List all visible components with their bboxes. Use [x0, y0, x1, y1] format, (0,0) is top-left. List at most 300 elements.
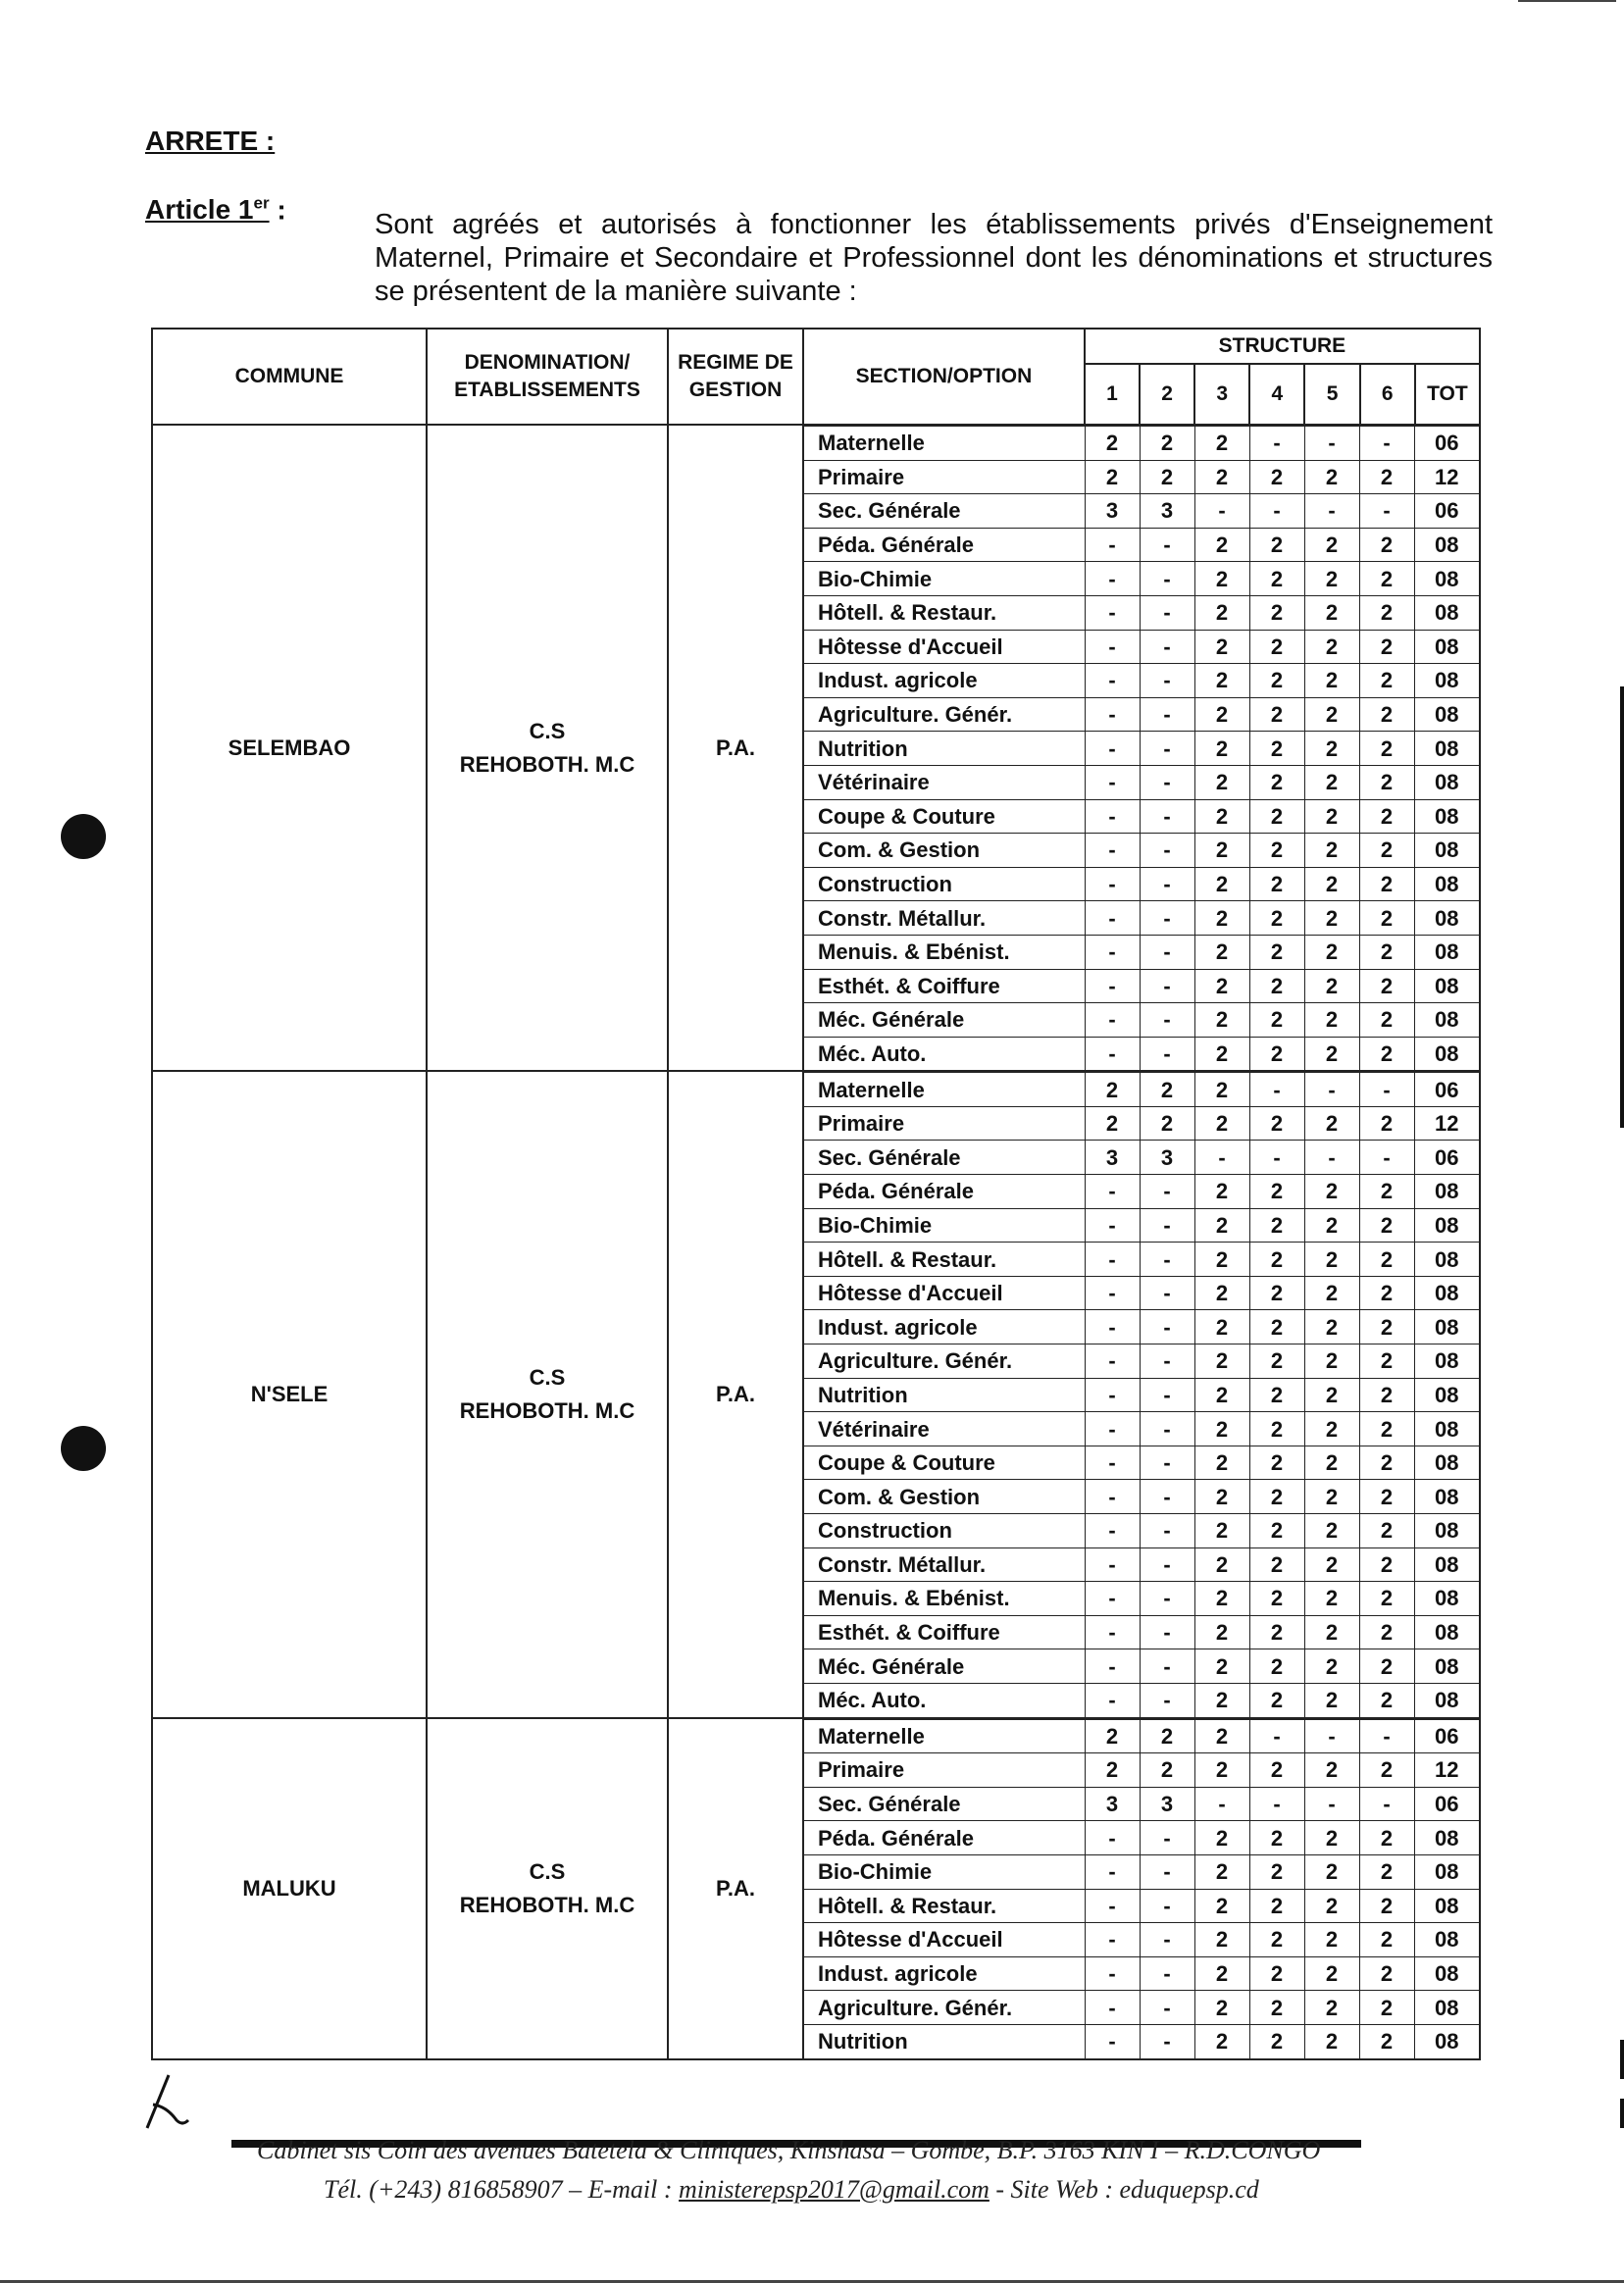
level-5-cell: 2 [1304, 630, 1359, 664]
total-cell: 08 [1414, 732, 1479, 766]
level-2-cell: 2 [1140, 460, 1194, 494]
section-row [804, 1446, 1479, 1480]
total-cell: 08 [1414, 1412, 1479, 1446]
level-6-cell: 2 [1359, 1175, 1414, 1209]
decree-heading: ARRETE : [145, 126, 276, 156]
total-cell: 08 [1414, 1923, 1479, 1957]
level-4-cell: 2 [1249, 1753, 1304, 1788]
level-2-cell: - [1140, 969, 1194, 1003]
section-row [804, 494, 1479, 529]
header-col-3: 3 [1194, 364, 1249, 425]
sections-table [804, 426, 1479, 1070]
header-commune: COMMUNE [152, 329, 427, 425]
level-2-cell: - [1140, 697, 1194, 732]
level-6-cell: 2 [1359, 1037, 1414, 1070]
level-2-cell: - [1140, 799, 1194, 834]
footer-contact [324, 2175, 1259, 2205]
level-2-cell: - [1140, 1003, 1194, 1038]
regime-cell: P.A. [668, 425, 803, 1071]
level-5-cell: 2 [1304, 867, 1359, 901]
level-2-cell: - [1140, 1208, 1194, 1243]
level-3-cell: 2 [1194, 528, 1249, 562]
total-cell: 08 [1414, 697, 1479, 732]
section-row [804, 664, 1479, 698]
section-row [804, 1787, 1479, 1821]
level-2-cell: - [1140, 2024, 1194, 2057]
level-6-cell: 2 [1359, 1821, 1414, 1855]
level-2-cell: - [1140, 1037, 1194, 1070]
level-1-cell: - [1085, 1310, 1140, 1344]
total-cell: 08 [1414, 1956, 1479, 1991]
level-6-cell: 2 [1359, 867, 1414, 901]
level-6-cell: - [1359, 1073, 1414, 1107]
level-2-cell: - [1140, 1649, 1194, 1684]
level-1-cell: - [1085, 1683, 1140, 1716]
level-4-cell: 2 [1249, 1991, 1304, 2025]
commune-cell: SELEMBAO [152, 425, 427, 1071]
punch-hole [61, 814, 106, 859]
table-row [152, 1718, 1480, 2059]
section-row [804, 1956, 1479, 1991]
level-2-cell: - [1140, 528, 1194, 562]
level-5-cell: 2 [1304, 901, 1359, 936]
section-option-cell: Sec. Générale [804, 1787, 1085, 1821]
level-5-cell: - [1304, 494, 1359, 529]
level-3-cell: 2 [1194, 1649, 1249, 1684]
section-option-cell: Primaire [804, 1753, 1085, 1788]
level-5-cell: 2 [1304, 969, 1359, 1003]
total-cell: 08 [1414, 1547, 1479, 1582]
level-5-cell: 2 [1304, 460, 1359, 494]
level-3-cell: 2 [1194, 1753, 1249, 1788]
article-text: Sont agréés et autorisés à fonctionner les établissements privés d'Enseignement Maternel, Primaire et Secondaire et Professionnel dont les dénominations et structures se présentent de la manière suivante : [375, 209, 1493, 307]
section-option-cell: Nutrition [804, 2024, 1085, 2057]
total-cell: 08 [1414, 630, 1479, 664]
article-label-sup: er [253, 194, 270, 213]
section-row [804, 1208, 1479, 1243]
level-4-cell: - [1249, 1719, 1304, 1753]
level-4-cell: 2 [1249, 595, 1304, 630]
level-3-cell: - [1194, 1141, 1249, 1175]
level-1-cell: - [1085, 732, 1140, 766]
level-1-cell: - [1085, 1956, 1140, 1991]
section-option-cell: Hôtell. & Restaur. [804, 595, 1085, 630]
level-4-cell: 2 [1249, 1821, 1304, 1855]
level-3-cell: 2 [1194, 867, 1249, 901]
level-6-cell: 2 [1359, 1344, 1414, 1379]
section-row [804, 901, 1479, 936]
level-1-cell: 2 [1085, 1753, 1140, 1788]
level-3-cell: 2 [1194, 1446, 1249, 1480]
level-3-cell: 2 [1194, 1956, 1249, 1991]
level-4-cell: 2 [1249, 630, 1304, 664]
footer-email-link[interactable]: ministerepsp2017@gmail.com [679, 2175, 990, 2204]
section-option-cell: Méc. Générale [804, 1003, 1085, 1038]
section-row [804, 2024, 1479, 2057]
level-3-cell: 2 [1194, 1719, 1249, 1753]
level-3-cell: - [1194, 1787, 1249, 1821]
level-4-cell: 2 [1249, 1344, 1304, 1379]
level-5-cell: 2 [1304, 935, 1359, 969]
total-cell: 08 [1414, 1480, 1479, 1514]
level-1-cell: - [1085, 867, 1140, 901]
level-5-cell: 2 [1304, 1243, 1359, 1277]
total-cell: 06 [1414, 427, 1479, 461]
level-6-cell: 2 [1359, 765, 1414, 799]
level-1-cell: 2 [1085, 460, 1140, 494]
level-2-cell: - [1140, 1889, 1194, 1923]
section-option-cell: Indust. agricole [804, 664, 1085, 698]
level-1-cell: - [1085, 834, 1140, 868]
level-6-cell: 2 [1359, 528, 1414, 562]
level-3-cell: 2 [1194, 1480, 1249, 1514]
section-option-cell: Hôtesse d'Accueil [804, 1923, 1085, 1957]
level-3-cell: 2 [1194, 834, 1249, 868]
section-option-cell: Com. & Gestion [804, 1480, 1085, 1514]
section-option-cell: Nutrition [804, 1378, 1085, 1412]
establishment-name-line: C.S [529, 1858, 566, 1884]
level-4-cell: 2 [1249, 1582, 1304, 1616]
section-option-cell: Com. & Gestion [804, 834, 1085, 868]
level-2-cell: - [1140, 1344, 1194, 1379]
level-2-cell: 3 [1140, 494, 1194, 529]
establishments-table [151, 328, 1481, 2060]
total-cell: 08 [1414, 799, 1479, 834]
sections-table [804, 1719, 1479, 2058]
level-2-cell: - [1140, 1276, 1194, 1310]
total-cell: 08 [1414, 1854, 1479, 1889]
level-4-cell: 2 [1249, 1615, 1304, 1649]
section-row [804, 1683, 1479, 1716]
level-6-cell: 2 [1359, 1649, 1414, 1684]
level-6-cell: 2 [1359, 595, 1414, 630]
total-cell: 08 [1414, 1243, 1479, 1277]
level-5-cell: - [1304, 427, 1359, 461]
level-3-cell: 2 [1194, 1889, 1249, 1923]
section-row [804, 1719, 1479, 1753]
level-1-cell: - [1085, 595, 1140, 630]
level-2-cell: 3 [1140, 1787, 1194, 1821]
section-row [804, 630, 1479, 664]
level-2-cell: 2 [1140, 1719, 1194, 1753]
level-2-cell: - [1140, 1480, 1194, 1514]
level-1-cell: 2 [1085, 1106, 1140, 1141]
scan-side-mark [1620, 2099, 1624, 2128]
header-col-6: 6 [1360, 364, 1415, 425]
section-row [804, 1480, 1479, 1514]
level-2-cell: - [1140, 1683, 1194, 1716]
level-6-cell: 2 [1359, 834, 1414, 868]
section-row [804, 799, 1479, 834]
level-4-cell: 2 [1249, 528, 1304, 562]
level-6-cell: 2 [1359, 460, 1414, 494]
level-2-cell: 2 [1140, 427, 1194, 461]
section-row [804, 1276, 1479, 1310]
establishment-name-line: REHOBOTH. M.C [459, 1397, 635, 1423]
level-6-cell: 2 [1359, 935, 1414, 969]
level-2-cell: - [1140, 1854, 1194, 1889]
level-4-cell: 2 [1249, 969, 1304, 1003]
level-3-cell: 2 [1194, 1547, 1249, 1582]
level-4-cell: - [1249, 1141, 1304, 1175]
total-cell: 08 [1414, 765, 1479, 799]
section-row [804, 732, 1479, 766]
level-1-cell: 2 [1085, 427, 1140, 461]
level-2-cell: - [1140, 1378, 1194, 1412]
section-option-cell: Esthét. & Coiffure [804, 1615, 1085, 1649]
header-regime: REGIME DE GESTION [668, 329, 803, 425]
level-6-cell: 2 [1359, 1514, 1414, 1548]
section-row [804, 1141, 1479, 1175]
total-cell: 08 [1414, 1615, 1479, 1649]
level-5-cell: 2 [1304, 1106, 1359, 1141]
level-2-cell: - [1140, 562, 1194, 596]
level-6-cell: 2 [1359, 562, 1414, 596]
level-2-cell: - [1140, 1582, 1194, 1616]
level-5-cell: 2 [1304, 1889, 1359, 1923]
section-option-cell: Constr. Métallur. [804, 1547, 1085, 1582]
level-5-cell: 2 [1304, 1821, 1359, 1855]
section-option-cell: Maternelle [804, 1719, 1085, 1753]
level-2-cell: - [1140, 1243, 1194, 1277]
level-5-cell: 2 [1304, 1344, 1359, 1379]
level-5-cell: 2 [1304, 799, 1359, 834]
level-6-cell: 2 [1359, 732, 1414, 766]
commune-cell: N'SELE [152, 1071, 427, 1717]
level-2-cell: - [1140, 1991, 1194, 2025]
total-cell: 08 [1414, 595, 1479, 630]
commune-cell: MALUKU [152, 1718, 427, 2059]
section-row [804, 867, 1479, 901]
sections-cell [803, 1071, 1480, 1717]
header-col-tot: TOT [1415, 364, 1480, 425]
level-3-cell: 2 [1194, 935, 1249, 969]
level-5-cell: 2 [1304, 1412, 1359, 1446]
total-cell: 08 [1414, 664, 1479, 698]
level-6-cell: - [1359, 1141, 1414, 1175]
level-4-cell: 2 [1249, 901, 1304, 936]
section-option-cell: Vétérinaire [804, 1412, 1085, 1446]
level-5-cell: 2 [1304, 1649, 1359, 1684]
level-4-cell: 2 [1249, 1683, 1304, 1716]
level-6-cell: 2 [1359, 969, 1414, 1003]
level-4-cell: 2 [1249, 562, 1304, 596]
section-row [804, 1344, 1479, 1379]
level-5-cell: 2 [1304, 1208, 1359, 1243]
level-1-cell: 3 [1085, 494, 1140, 529]
section-row [804, 1412, 1479, 1446]
level-3-cell: 2 [1194, 1923, 1249, 1957]
level-4-cell: - [1249, 1787, 1304, 1821]
sections-cell [803, 425, 1480, 1071]
level-1-cell: - [1085, 1243, 1140, 1277]
level-4-cell: 2 [1249, 1923, 1304, 1957]
level-6-cell: 2 [1359, 1683, 1414, 1716]
level-6-cell: 2 [1359, 1276, 1414, 1310]
section-option-cell: Péda. Générale [804, 1821, 1085, 1855]
level-1-cell: - [1085, 1037, 1140, 1070]
level-4-cell: 2 [1249, 1208, 1304, 1243]
level-3-cell: 2 [1194, 1344, 1249, 1379]
level-2-cell: - [1140, 1514, 1194, 1548]
level-6-cell: - [1359, 494, 1414, 529]
scan-edge-line [1518, 0, 1616, 2]
section-option-cell: Hôtell. & Restaur. [804, 1889, 1085, 1923]
section-option-cell: Vétérinaire [804, 765, 1085, 799]
level-5-cell: 2 [1304, 562, 1359, 596]
level-5-cell: 2 [1304, 1175, 1359, 1209]
level-4-cell: 2 [1249, 1956, 1304, 1991]
section-row [804, 1547, 1479, 1582]
level-6-cell: 2 [1359, 630, 1414, 664]
level-1-cell: - [1085, 901, 1140, 936]
level-5-cell: 2 [1304, 1003, 1359, 1038]
total-cell: 08 [1414, 1446, 1479, 1480]
level-4-cell: 2 [1249, 834, 1304, 868]
total-cell: 08 [1414, 1175, 1479, 1209]
level-2-cell: 2 [1140, 1073, 1194, 1107]
section-row [804, 1003, 1479, 1038]
level-6-cell: 2 [1359, 1547, 1414, 1582]
regime-cell: P.A. [668, 1071, 803, 1717]
level-3-cell: 2 [1194, 1243, 1249, 1277]
level-5-cell: 2 [1304, 834, 1359, 868]
level-5-cell: 2 [1304, 765, 1359, 799]
level-1-cell: 2 [1085, 1073, 1140, 1107]
section-row [804, 969, 1479, 1003]
level-6-cell: - [1359, 1787, 1414, 1821]
section-row [804, 1753, 1479, 1788]
total-cell: 08 [1414, 528, 1479, 562]
level-4-cell: 2 [1249, 1854, 1304, 1889]
section-option-cell: Menuis. & Ebénist. [804, 1582, 1085, 1616]
section-row [804, 935, 1479, 969]
level-4-cell: 2 [1249, 2024, 1304, 2057]
level-5-cell: 2 [1304, 1037, 1359, 1070]
level-2-cell: - [1140, 664, 1194, 698]
level-1-cell: 3 [1085, 1787, 1140, 1821]
level-4-cell: 2 [1249, 1003, 1304, 1038]
total-cell: 08 [1414, 935, 1479, 969]
section-row [804, 1649, 1479, 1684]
level-4-cell: 2 [1249, 1310, 1304, 1344]
level-2-cell: - [1140, 901, 1194, 936]
level-3-cell: 2 [1194, 969, 1249, 1003]
table-row [152, 1071, 1480, 1717]
level-2-cell: - [1140, 1175, 1194, 1209]
level-2-cell: - [1140, 834, 1194, 868]
level-3-cell: 2 [1194, 460, 1249, 494]
section-row [804, 1923, 1479, 1957]
level-1-cell: - [1085, 697, 1140, 732]
punch-hole [61, 1426, 106, 1471]
level-6-cell: - [1359, 1719, 1414, 1753]
section-option-cell: Coupe & Couture [804, 799, 1085, 834]
level-6-cell: 2 [1359, 1378, 1414, 1412]
regime-cell: P.A. [668, 1718, 803, 2059]
level-2-cell: - [1140, 732, 1194, 766]
section-option-cell: Bio-Chimie [804, 1208, 1085, 1243]
level-4-cell: 2 [1249, 765, 1304, 799]
level-2-cell: - [1140, 1923, 1194, 1957]
level-1-cell: - [1085, 1344, 1140, 1379]
level-3-cell: 2 [1194, 1582, 1249, 1616]
sections-cell [803, 1718, 1480, 2059]
level-1-cell: - [1085, 630, 1140, 664]
total-cell: 06 [1414, 1073, 1479, 1107]
header-col-1: 1 [1085, 364, 1140, 425]
section-row [804, 834, 1479, 868]
scan-side-mark [1620, 2040, 1624, 2079]
header-section: SECTION/OPTION [803, 329, 1085, 425]
level-6-cell: 2 [1359, 2024, 1414, 2057]
total-cell: 08 [1414, 1037, 1479, 1070]
level-4-cell: 2 [1249, 664, 1304, 698]
level-1-cell: - [1085, 1854, 1140, 1889]
level-1-cell: - [1085, 1582, 1140, 1616]
level-4-cell: 2 [1249, 1446, 1304, 1480]
level-1-cell: - [1085, 1412, 1140, 1446]
level-3-cell: 2 [1194, 799, 1249, 834]
level-6-cell: 2 [1359, 1310, 1414, 1344]
level-6-cell: 2 [1359, 1956, 1414, 1991]
level-1-cell: - [1085, 799, 1140, 834]
level-3-cell: 2 [1194, 1175, 1249, 1209]
level-1-cell: - [1085, 1923, 1140, 1957]
total-cell: 08 [1414, 1991, 1479, 2025]
level-6-cell: 2 [1359, 664, 1414, 698]
level-4-cell: 2 [1249, 1480, 1304, 1514]
level-3-cell: 2 [1194, 1003, 1249, 1038]
level-6-cell: 2 [1359, 1753, 1414, 1788]
level-4-cell: 2 [1249, 1889, 1304, 1923]
section-row [804, 1106, 1479, 1141]
total-cell: 08 [1414, 1208, 1479, 1243]
section-row [804, 1175, 1479, 1209]
level-5-cell: 2 [1304, 732, 1359, 766]
level-1-cell: - [1085, 765, 1140, 799]
level-3-cell: 2 [1194, 1037, 1249, 1070]
level-4-cell: 2 [1249, 460, 1304, 494]
level-1-cell: - [1085, 528, 1140, 562]
total-cell: 08 [1414, 1276, 1479, 1310]
level-2-cell: - [1140, 630, 1194, 664]
level-3-cell: 2 [1194, 1378, 1249, 1412]
section-option-cell: Agriculture. Génér. [804, 697, 1085, 732]
level-2-cell: 3 [1140, 1141, 1194, 1175]
level-2-cell: - [1140, 1615, 1194, 1649]
total-cell: 06 [1414, 1787, 1479, 1821]
level-4-cell: - [1249, 494, 1304, 529]
section-option-cell: Construction [804, 867, 1085, 901]
establishment-name-line: REHOBOTH. M.C [459, 1892, 635, 1917]
level-5-cell: 2 [1304, 528, 1359, 562]
article-label-text: Article 1 [145, 194, 254, 226]
section-option-cell: Primaire [804, 1106, 1085, 1141]
total-cell: 08 [1414, 901, 1479, 936]
level-2-cell: - [1140, 1547, 1194, 1582]
level-6-cell: 2 [1359, 901, 1414, 936]
level-3-cell: 2 [1194, 1615, 1249, 1649]
level-1-cell: - [1085, 1446, 1140, 1480]
total-cell: 08 [1414, 1683, 1479, 1716]
level-3-cell: 2 [1194, 1310, 1249, 1344]
level-5-cell: 2 [1304, 2024, 1359, 2057]
section-option-cell: Péda. Générale [804, 528, 1085, 562]
level-5-cell: 2 [1304, 1615, 1359, 1649]
total-cell: 08 [1414, 2024, 1479, 2057]
total-cell: 12 [1414, 1753, 1479, 1788]
